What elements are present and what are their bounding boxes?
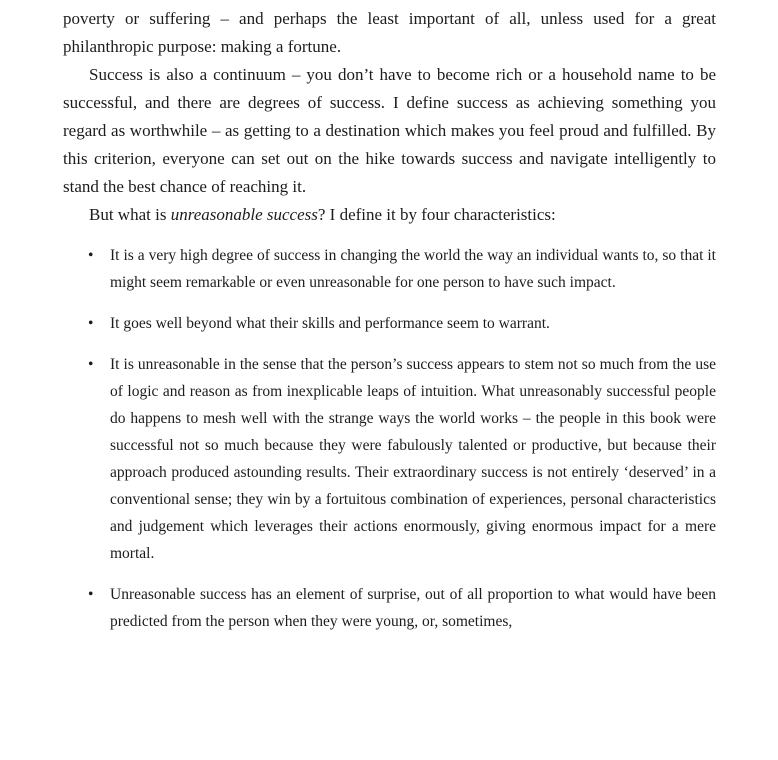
list-item <box>63 310 716 337</box>
paragraph-continuation: poverty or suffering – and perhaps the least important of all, unless used for a great philanthropic purpose: making a fortune. <box>63 9 716 56</box>
bullet-icon: • <box>88 315 94 332</box>
bullet-text: Unreasonable success has an element of surprise, out of all proportion to what would have been predicted from the person when they were young, or, sometimes, <box>110 586 716 630</box>
paragraph-success-continuum: Success is also a continuum – you don’t have to become rich or a household name to be successful, and there are degrees of success. I define success as achieving something you regard as worthwhile – as getting to a destination which makes you feel proud and fulfilled. By this criterion, everyone can set out on the hike towards success and navigate intelligently to stand the best chance of reaching it. <box>63 65 716 196</box>
bullet-text: It goes well beyond what their skills and performance seem to warrant. <box>110 315 550 332</box>
bullet-text: It is a very high degree of success in changing the world the way an individual wants to, so that it might seem remarkable or even unreasonable for one person to have such impact. <box>110 247 716 291</box>
bullet-text: It is unreasonable in the sense that the person’s success appears to stem not so much from the use of logic and reason as from inexplicable leaps of intuition. What unreasonably successful people do happens to mesh well with the strange ways the world works – the people in this book were successful not so much because they were fabulously talented or productive, but because their approach produced astounding results. Their extraordinary success is not entirely ‘deserved’ in a conventional sense; they win by a fortuitous combination of experiences, personal characteristics and judgement which leverages their actions enormously, giving enormous impact for a mere mortal. <box>110 356 716 562</box>
italic-phrase: unreasonable success <box>170 205 318 224</box>
bullet-icon: • <box>88 586 94 603</box>
bullet-list <box>63 242 716 635</box>
list-item <box>63 581 716 635</box>
paragraph-question <box>63 201 716 229</box>
list-item <box>63 242 716 296</box>
text-run-after: ? I define it by four characteristics: <box>317 205 556 224</box>
text-run-before: But what is <box>89 205 171 224</box>
bullet-icon: • <box>88 356 94 373</box>
list-item <box>63 351 716 567</box>
bullet-icon: • <box>88 247 94 264</box>
